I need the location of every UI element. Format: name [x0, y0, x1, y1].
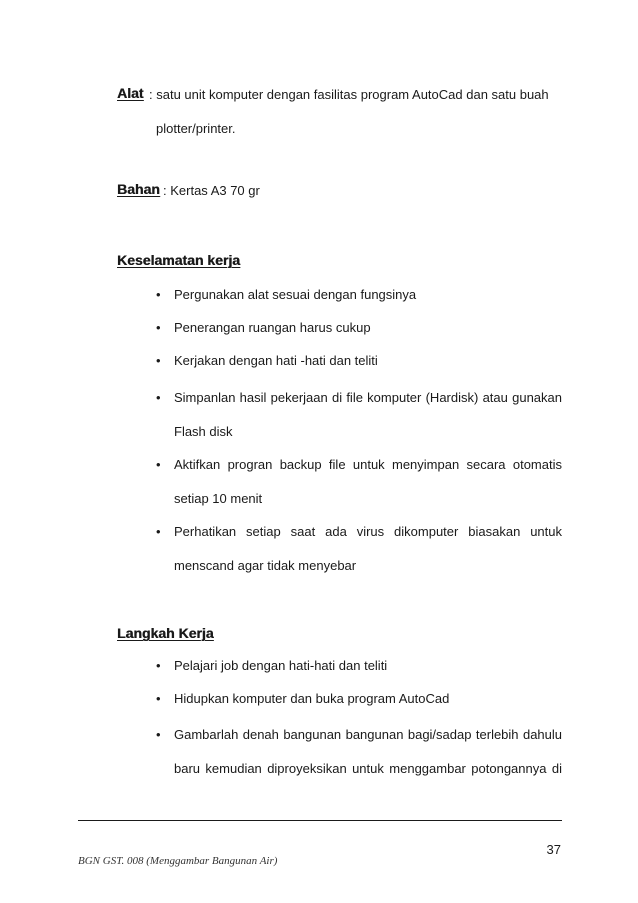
alat-label: Alat	[117, 85, 144, 101]
bullet-marker: •	[156, 691, 161, 706]
langkah-item-1: Pelajari job dengan hati-hati dan teliti	[174, 658, 388, 673]
langkah-item-3-line-2: baru kemudian diproyeksikan untuk menggambar potongannya di	[174, 761, 562, 776]
bullet-marker: •	[156, 353, 161, 368]
keselamatan-item-5-line-2: setiap 10 menit	[174, 491, 263, 506]
keselamatan-item-1: Pergunakan alat sesuai dengan fungsinya	[174, 287, 417, 302]
bahan-label: Bahan	[117, 181, 160, 197]
langkah-item-2: Hidupkan komputer dan buka program AutoCad	[174, 691, 450, 706]
alat-description: : satu unit komputer dengan fasilitas program AutoCad dan satu buah	[149, 87, 549, 102]
bullet-marker: •	[156, 727, 161, 742]
footer-divider	[78, 820, 562, 821]
keselamatan-item-4-line-2: Flash disk	[174, 424, 233, 439]
bullet-marker: •	[156, 287, 161, 302]
bullet-marker: •	[156, 457, 161, 472]
keselamatan-item-4-line-1: Simpanlan hasil pekerjaan di file komputer (Hardisk) atau gunakan	[174, 390, 562, 405]
langkah-item-3-line-1: Gambarlah denah bangunan bangunan bagi/sadap terlebih dahulu	[174, 727, 562, 742]
keselamatan-heading: Keselamatan kerja	[117, 252, 240, 268]
footer-module-code: BGN GST. 008 (Menggambar Bangunan Air)	[78, 855, 278, 867]
keselamatan-item-5-line-1: Aktifkan progran backup file untuk menyimpan secara otomatis	[174, 457, 562, 472]
bullet-marker: •	[156, 390, 161, 405]
bahan-description: : Kertas A3 70 gr	[163, 183, 260, 198]
keselamatan-item-2: Penerangan ruangan harus cukup	[174, 320, 371, 335]
langkah-heading: Langkah Kerja	[117, 625, 214, 641]
alat-description-continuation: plotter/printer.	[156, 121, 236, 136]
bullet-marker: •	[156, 658, 161, 673]
page-number: 37	[546, 842, 561, 857]
keselamatan-item-6-line-2: menscand agar tidak menyebar	[174, 558, 357, 573]
bullet-marker: •	[156, 320, 161, 335]
keselamatan-item-3: Kerjakan dengan hati -hati dan teliti	[174, 353, 378, 368]
bullet-marker: •	[156, 524, 161, 539]
keselamatan-item-6-line-1: Perhatikan setiap saat ada virus dikomputer biasakan untuk	[174, 524, 562, 539]
